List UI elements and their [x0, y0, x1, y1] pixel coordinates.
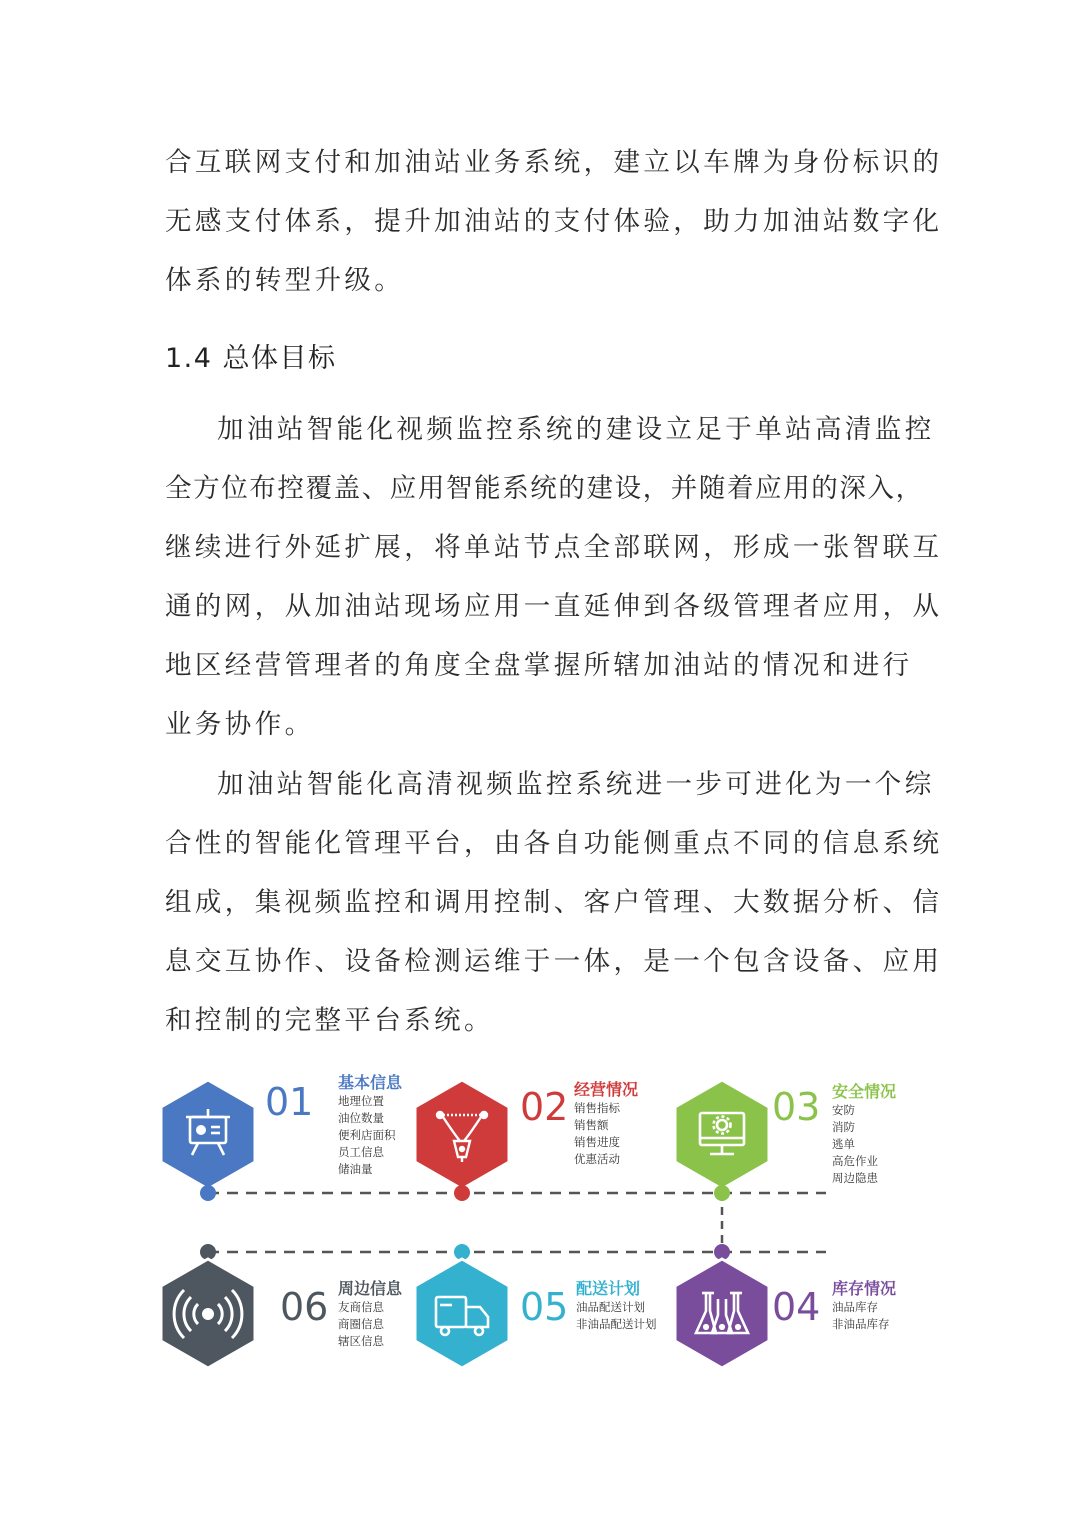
- text-line: 全方位布控覆盖、应用智能系统的建设，并随着应用的深入，: [165, 473, 924, 504]
- item-bullet: 销售指标: [574, 1101, 620, 1115]
- text-line: 组成，集视频监控和调用控制、客户管理、大数据分析、信: [165, 887, 943, 918]
- item-title-03: 安全情况: [832, 1082, 897, 1101]
- hex-05: [415, 1259, 509, 1368]
- info-item-06: [161, 1244, 403, 1368]
- item-title-01: 基本信息: [338, 1073, 403, 1092]
- item-title-04: 库存情况: [832, 1279, 897, 1298]
- item-bullet: 非油品库存: [832, 1317, 890, 1331]
- item-bullet: 友商信息: [338, 1300, 384, 1314]
- item-bullet: 便利店面积: [338, 1128, 396, 1142]
- text-line: 无感支付体系，提升加油站的支付体验，助力加油站数字化: [165, 206, 943, 237]
- text-line: 通的网，从加油站现场应用一直延伸到各级管理者应用，从: [165, 591, 943, 622]
- item-bullet: 非油品配送计划: [576, 1317, 657, 1331]
- item-number-04: 04: [772, 1285, 821, 1329]
- item-number-01: 01: [265, 1080, 314, 1124]
- item-number-02: 02: [520, 1085, 569, 1129]
- item-bullet: 优惠活动: [574, 1152, 620, 1166]
- node-dot-02: [454, 1185, 470, 1201]
- item-title-06: 周边信息: [338, 1279, 403, 1298]
- item-number-06: 06: [280, 1285, 329, 1329]
- text-line: 加油站智能化视频监控系统的建设立足于单站高清监控: [217, 414, 935, 445]
- item-title-02: 经营情况: [574, 1080, 639, 1099]
- item-bullet: 油品库存: [832, 1300, 878, 1314]
- info-item-04: [675, 1244, 896, 1368]
- info-item-03: [675, 1080, 896, 1201]
- info-item-02: [415, 1080, 638, 1201]
- item-bullet: 员工信息: [338, 1145, 384, 1159]
- item-bullet: 油位数量: [338, 1111, 384, 1125]
- section-heading: 1.4 总体目标: [165, 343, 337, 374]
- item-bullet: 消防: [832, 1120, 855, 1134]
- text-line: 加油站智能化高清视频监控系统进一步可进化为一个综: [217, 769, 935, 800]
- text-line: 息交互协作、设备检测运维于一体，是一个包含设备、应用: [165, 946, 943, 977]
- item-bullet: 逃单: [832, 1137, 855, 1151]
- info-system-infographic: [150, 1065, 930, 1385]
- node-dot-03: [714, 1185, 730, 1201]
- hex-04: [675, 1259, 769, 1368]
- item-title-05: 配送计划: [576, 1279, 641, 1298]
- text-line: 合互联网支付和加油站业务系统，建立以车牌为身份标识的: [165, 147, 943, 178]
- item-bullet: 辖区信息: [338, 1334, 384, 1348]
- item-bullet: 销售进度: [574, 1135, 620, 1149]
- text-line: 地区经营管理者的角度全盘掌握所辖加油站的情况和进行: [165, 650, 913, 681]
- hex-01: [161, 1080, 255, 1189]
- hex-02: [415, 1080, 509, 1189]
- text-line: 合性的智能化管理平台，由各自功能侧重点不同的信息系统: [165, 828, 943, 859]
- item-bullet: 油品配送计划: [576, 1300, 645, 1314]
- text-line: 继续进行外延扩展，将单站节点全部联网，形成一张智联互: [165, 532, 943, 563]
- item-bullet: 高危作业: [832, 1154, 878, 1168]
- node-dot-01: [200, 1185, 216, 1201]
- info-item-01: [161, 1073, 403, 1201]
- text-line: 体系的转型升级。: [165, 265, 405, 296]
- item-bullet: 地理位置: [338, 1094, 384, 1108]
- item-bullet: 周边隐患: [832, 1171, 878, 1185]
- info-item-05: [415, 1244, 657, 1368]
- text-line: 和控制的完整平台系统。: [165, 1005, 494, 1036]
- text-line: 业务协作。: [165, 709, 315, 740]
- item-number-05: 05: [520, 1285, 569, 1329]
- item-bullet: 商圈信息: [338, 1317, 384, 1331]
- item-bullet: 安防: [832, 1103, 855, 1117]
- item-bullet: 储油量: [338, 1162, 373, 1176]
- item-bullet: 销售额: [574, 1118, 609, 1132]
- item-number-03: 03: [772, 1085, 821, 1129]
